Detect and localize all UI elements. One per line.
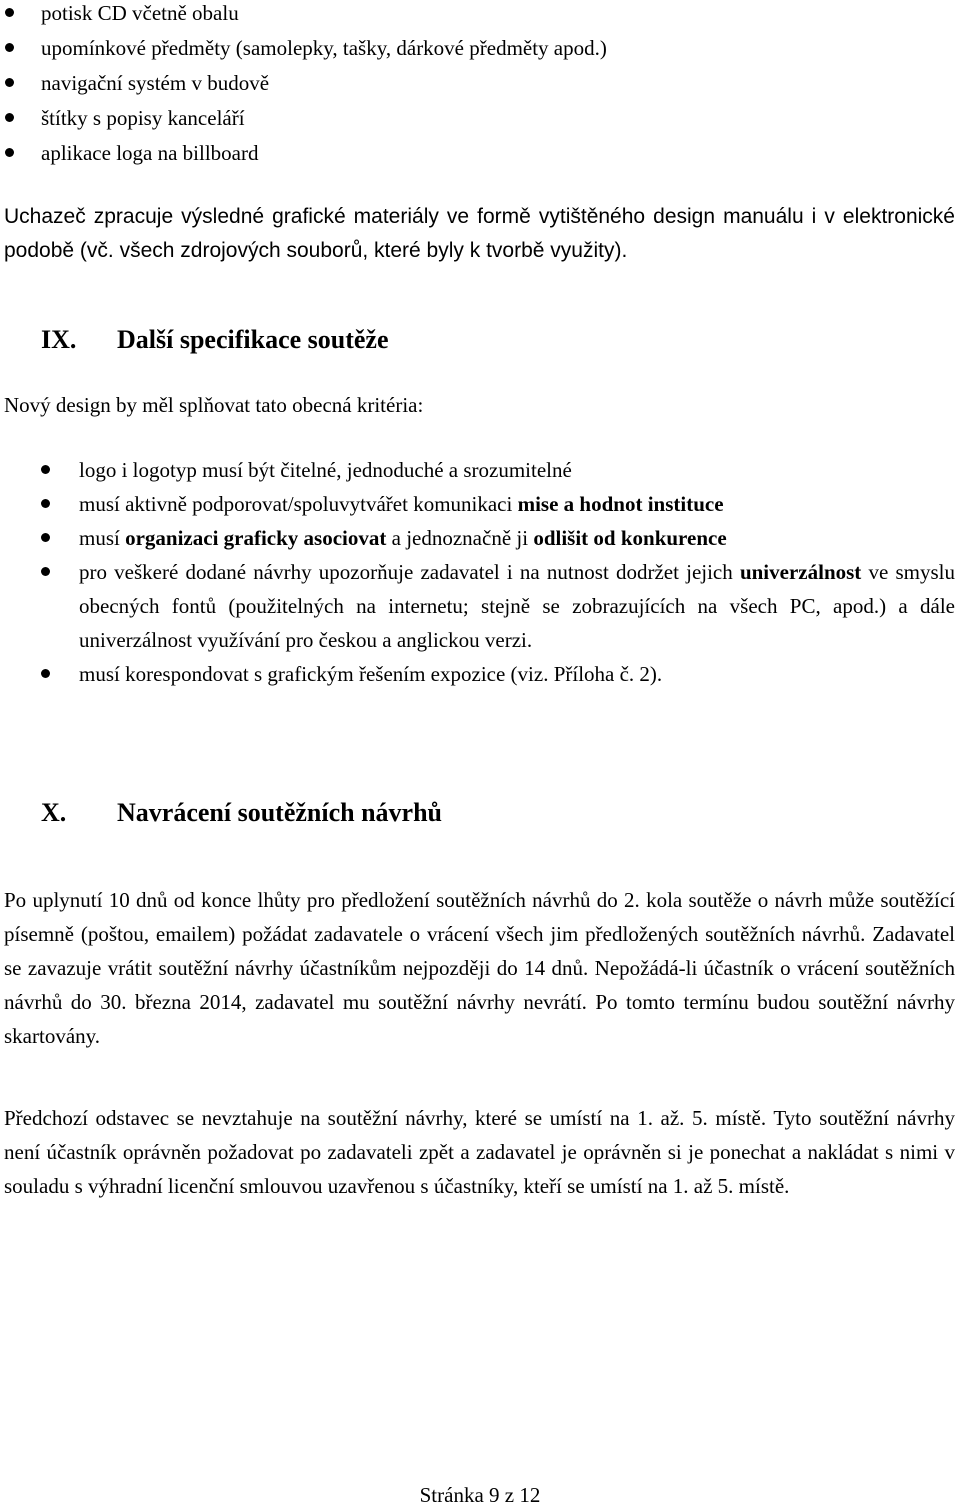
list-item: upomínkové předměty (samolepky, tašky, dárkové předměty apod.) — [41, 31, 921, 66]
list-item — [79, 487, 955, 521]
paragraph-return-of-designs: Po uplynutí 10 dnů od konce lhůty pro předložení soutěžních návrhů do 2. kola soutěže o návrh může soutěžící písemně (poštou, emailem) požádat zadavatele o vrácení všech jim předložených soutěžních návrhů. Zadavatel se zavazuje vrátit soutěžní návrhy účastníkům nejpozději do 14 dnů. Nepožádá-li účastník o vrácení soutěžních návrhů do 30. března 2014, zadavatel mu soutěžní návrhy nevrátí. Po tomto termínu budou soutěžní návrhy skartovány. — [4, 888, 955, 1048]
list-item: navigační systém v budově — [41, 66, 921, 101]
item-emphasis: mise a hodnot instituce — [517, 492, 724, 516]
list-item — [79, 555, 955, 657]
item-text: a jednoznačně ji — [386, 526, 534, 550]
list-item: štítky s popisy kanceláří — [41, 101, 921, 136]
section-heading-10 — [41, 796, 442, 830]
list-item: musí korespondovat s grafickým řešením expozice (viz. Příloha č. 2). — [79, 657, 955, 691]
item-emphasis: organizaci graficky asociovat — [125, 526, 387, 550]
section-title: Další specifikace soutěže — [117, 325, 389, 354]
paragraph-criteria-intro: Nový design by měl splňovat tato obecná kritéria: — [4, 393, 424, 417]
paragraph-deliverables — [4, 200, 955, 268]
list-item: aplikace loga na billboard — [41, 136, 921, 171]
item-text: musí aktivně podporovat/spoluvytvářet komunikaci — [79, 492, 518, 516]
bullet-list-materials — [41, 0, 921, 171]
paragraph-exception: Předchozí odstavec se nevztahuje na soutěžní návrhy, které se umístí na 1. až. 5. místě. Tyto soutěžní návrhy není účastník oprávněn požadovat po zadavateli zpět a zadavatel je oprávněn si je ponechat a nakládat s nimi v souladu s výhradní licenční smlouvou uzavřenou s účastníky, kteří se umístí na 1. až 5. místě. — [4, 1106, 955, 1198]
item-text: musí — [79, 526, 126, 550]
section-number: X. — [41, 798, 67, 827]
list-item: potisk CD včetně obalu — [41, 0, 921, 31]
paragraph-text: všech zdrojových souborů, které byly k tvorbě využity). — [119, 239, 628, 262]
item-emphasis: odlišit od konkurence — [533, 526, 727, 550]
page-footer: Stránka 9 z 12 — [419, 1483, 541, 1507]
item-emphasis: univerzálnost — [739, 560, 862, 584]
list-item — [79, 521, 955, 555]
section-title: Navrácení soutěžních návrhů — [117, 798, 442, 827]
list-item: logo i logotyp musí být čitelné, jednoduché a srozumitelné — [79, 453, 955, 487]
section-number: IX. — [41, 325, 77, 354]
item-text: ve smyslu obecných fontů (použitelných na internetu; stejně se zobrazujících na všech PC, apod.) a dále univerzálnost využívání pro českou a anglickou verzi. — [79, 560, 955, 652]
section-heading-9 — [41, 323, 389, 357]
item-text: pro veškeré dodané návrhy upozorňuje zadavatel i na nutnost dodržet jejich — [79, 560, 740, 584]
paragraph-text: Uchazeč zpracuje výsledné grafické materiály ve formě vytištěného design manuálu i v elektronické podobě (vč. — [4, 205, 955, 262]
bullet-list-criteria — [79, 453, 955, 691]
